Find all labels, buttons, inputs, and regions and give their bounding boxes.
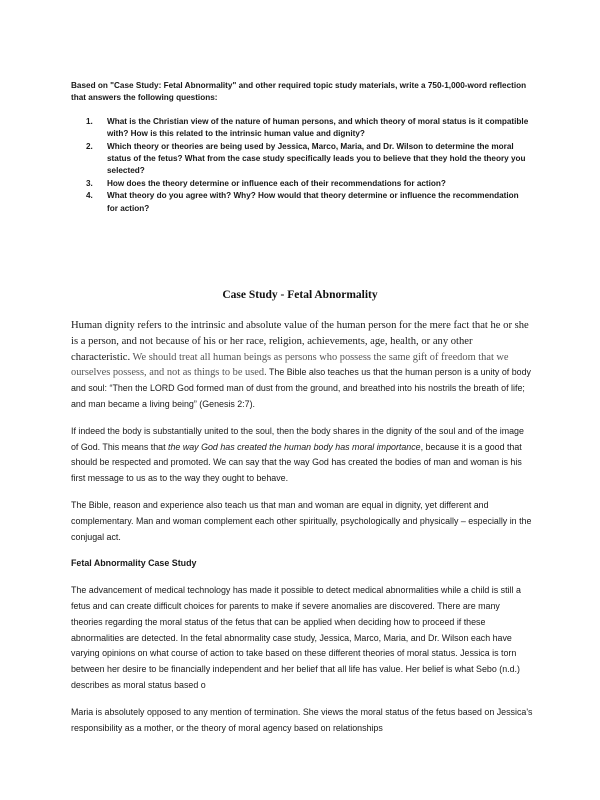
paragraph-text: , because it is a good that should be respected and promoted. We can say that the way God has created the bodies of man and woman is his first message to us as to the way they ought to behave.	[71, 441, 522, 484]
paragraph-human-dignity	[71, 318, 533, 413]
question-number: 1.	[86, 116, 93, 126]
question-item	[71, 178, 531, 190]
essay-body	[71, 318, 533, 747]
paragraph-case-study: The advancement of medical technology has made it possible to detect medical abnormalities while a child is still a fetus and can create difficult choices for parents to make if severe anomalies are discovered. There are many theories regarding the moral status of the fetus that can be applied when deciding how to proceed if these abnormalities are detected. In the fetal abnormality case study, Jessica, Marco, Maria, and Dr. Wilson each have varying opinions on what course of action to take based on these different theories of moral status. Jessica is torn between her desire to be financially independent and her belief that all life has value. Her belief is what Sebo (n.d.) describes as moral status based o	[71, 585, 521, 690]
assignment-prompt	[71, 80, 531, 215]
paragraph-lead-text: Human dignity refers to the intrinsic and absolute value of the human person for the mere fact that he or she is a person, and not because of his or her race, religion, achievements, age, health, or any other characteristic.	[71, 320, 529, 363]
question-number: 3.	[86, 178, 93, 188]
question-item	[71, 190, 531, 215]
paragraph-text: If indeed the body is substantially united to the soul, then the body shares in the dignity of the soul and of the image of God. This means that	[71, 425, 524, 452]
paragraph-body-soul	[71, 424, 533, 487]
paragraph-gray-text: We should treat all human beings as persons who possess the same gift of freedom that we ourselves possess, and not as things to be used.	[71, 351, 509, 379]
question-item	[71, 116, 531, 141]
question-text: How does the theory determine or influence each of their recommendations for action?	[107, 178, 446, 188]
question-text: What is the Christian view of the nature of human persons, and which theory of moral status is it compatible with? How is this related to the intrinsic human value and dignity?	[107, 116, 529, 139]
paragraph-equal-dignity: The Bible, reason and experience also teach us that man and woman are equal in dignity, yet different and complementary. Man and woman complement each other spiritually, psychologically and physically – especially in the conjugal act.	[71, 499, 532, 542]
question-text: What theory do you agree with? Why? How would that theory determine or influence the recommendation for action?	[107, 191, 519, 213]
paragraph-italic-text: the way God has created the human body has moral importance	[168, 441, 421, 452]
question-text: Which theory or theories are being used by Jessica, Marco, Maria, and Dr. Wilson to determine the moral status of the fetus? What from the case study specifically leads you to believe that they hold the theory you selected?	[107, 141, 526, 176]
paragraph-rest-text: The Bible also teaches us that the human person is a unity of body and soul: “Then the LORD God formed man of dust from the ground, and breathed into his nostrils the breath of life; and man became a living being” (Genesis 2:7).	[71, 367, 531, 409]
question-item	[71, 141, 531, 178]
question-number: 2.	[86, 141, 93, 151]
question-number: 4.	[86, 191, 93, 201]
essay-title: Case Study - Fetal Abnormality	[222, 289, 378, 301]
prompt-intro: Based on "Case Study: Fetal Abnormality" and other required topic study materials, write a 750-1,000-word reflection that answers the following questions:	[71, 81, 527, 103]
section-subheading: Fetal Abnormality Case Study	[71, 558, 197, 569]
question-list	[71, 116, 531, 215]
paragraph-maria: Maria is absolutely opposed to any mention of termination. She views the moral status of the fetus based on Jessica's responsibility as a mother, or the theory of moral agency based on relationships	[71, 706, 533, 733]
